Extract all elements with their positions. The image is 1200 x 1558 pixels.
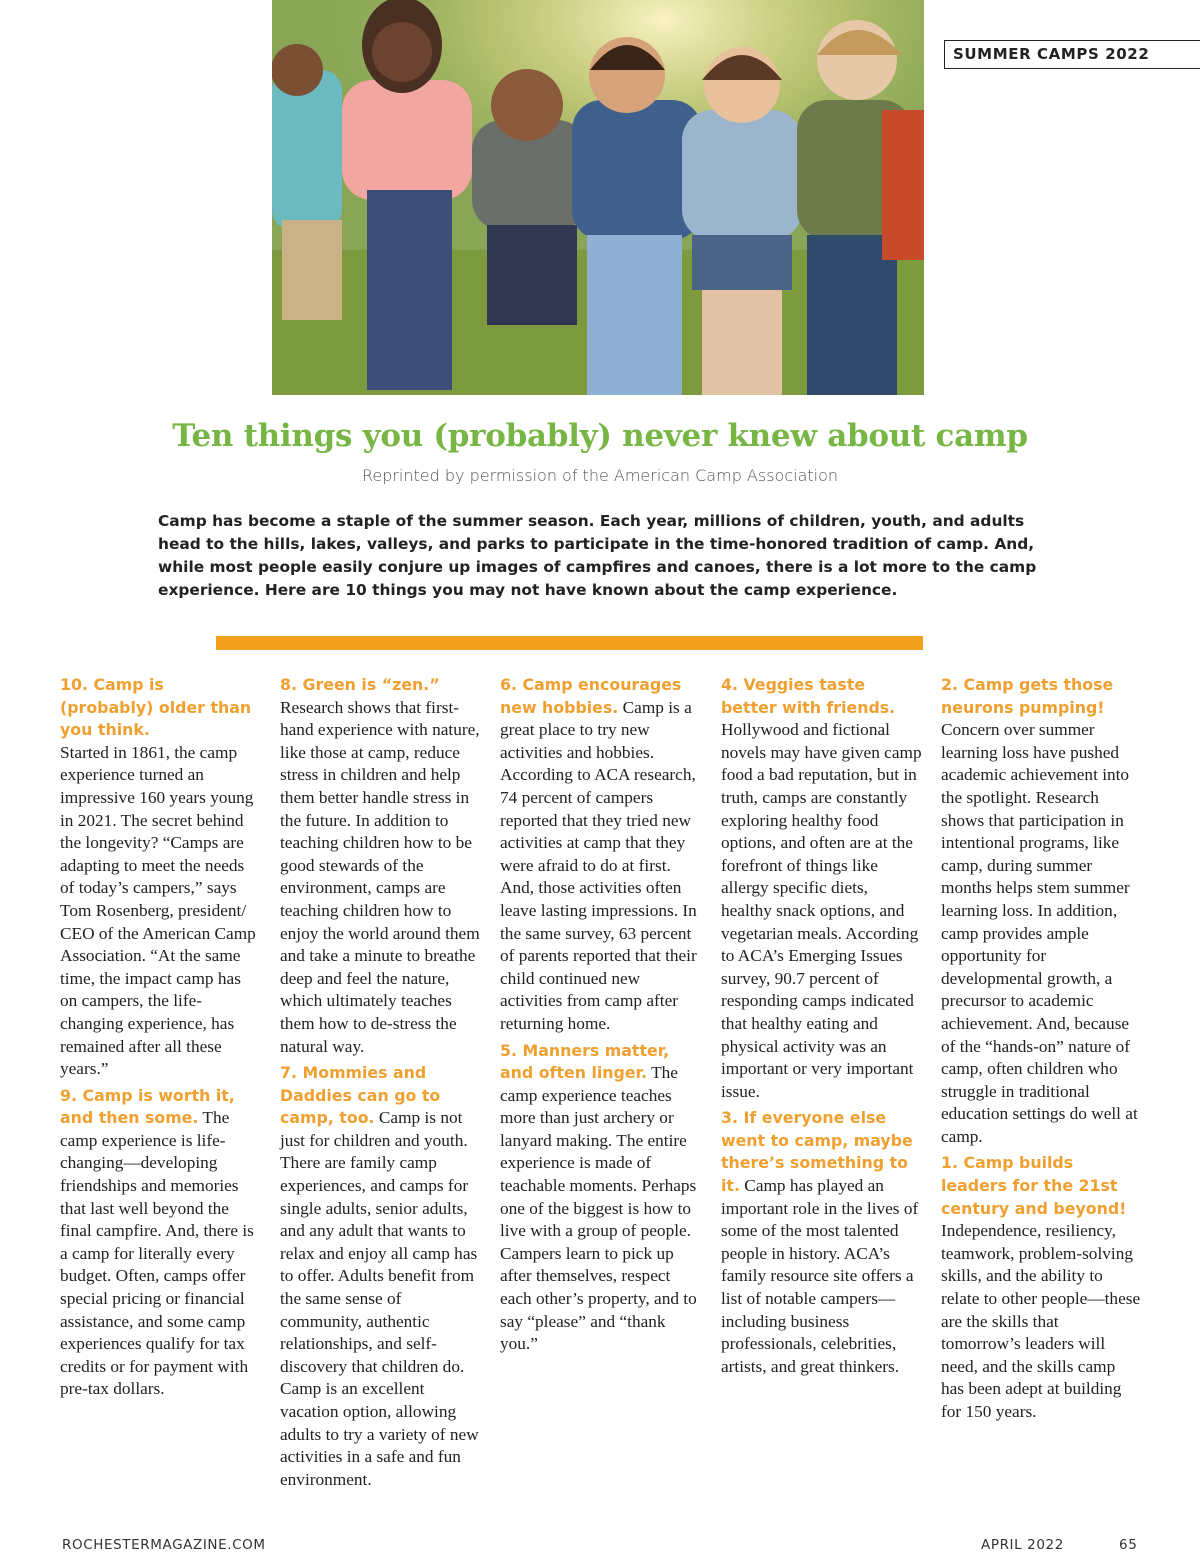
item-10 [60, 674, 262, 1081]
item-10-body: Started in 1861, the camp experience turned an impressive 160 years young in 2021. The secret behind the longevity? “Camps are adapting to meet the needs of today’s campers,” says Tom Rosenberg, president/ CEO of the American Camp Association. “At the same time, the impact camp has on campers, the life-changing experience, has remained after all these years.” [60, 742, 256, 1079]
item-4-body: Hollywood and fictional novels may have given camp food a bad reputation, but in truth, camps are constantly exploring healthy food options, and often are at the forefront of things like allergy specific diets, healthy snack options, and vegetarian meals. According to ACA’s Emerging Issues survey, 90.7 percent of responding camps indicated that healthy eating and physical activity was an important or very important issue. [721, 720, 922, 1101]
item-1-body: Independence, resiliency, teamwork, problem-solving skills, and the ability to relate to other people—these are the skills that tomorrow’s leaders will need, and the skills camp has been adept at building for 150 years. [941, 1221, 1141, 1421]
item-9 [60, 1085, 262, 1401]
footer-issue-date: APRIL 2022 [981, 1537, 1064, 1553]
item-9-title: 9. Camp is worth it, and then some. [60, 1085, 235, 1128]
footer-site-link[interactable]: ROCHESTERMAGAZINE.COM [62, 1537, 266, 1553]
column-3 [500, 674, 702, 1360]
column-5 [941, 674, 1141, 1428]
item-10-title: 10. Camp is (probably) older than you think. [60, 675, 252, 740]
item-8-body: Research shows that first-hand experience with nature, like those at camp, reduce stress in children and help them better handle stress in the future. In addition to teaching children how to be good stewards of the environment, camps are teaching children how to enjoy the world around them and take a minute to breathe deep and feel the nature, which ultimately teaches them how to de-stress the natural way. [280, 697, 480, 1056]
column-2 [280, 674, 482, 1495]
item-3-body: Camp has played an important role in the lives of some of the most talented people in history. ACA’s family resource site offers a list of notable campers—including business professionals, celebrities, artists, and great thinkers. [721, 1176, 919, 1376]
item-1-title: 1. Camp builds leaders for the 21st century and beyond! [941, 1153, 1127, 1218]
article-intro: Camp has become a staple of the summer season. Each year, millions of children, youth, and adults head to the hills, lakes, valleys, and parks to participate in the time-honored tradition of camp. And, while most people easily conjure up images of campfires and canoes, there is a lot more to the camp experience. Here are 10 things you may not have known about the camp experience. [158, 512, 1037, 599]
footer-page-number: 65 [1119, 1537, 1138, 1553]
item-8 [280, 674, 482, 1058]
item-6-title: 6. Camp encourages new hobbies. [500, 675, 682, 717]
item-6 [500, 674, 702, 1036]
item-5-body: The camp experience teaches more than just archery or lanyard making. The entire experience is made of teachable moments. Perhaps one of the biggest is how to live with a group of people. Campers learn to pick up after themselves, respect each other’s property, and to say “please” and “thank you.” [500, 1063, 697, 1354]
article-credit: Reprinted by permission of the American Camp Association [361, 466, 839, 485]
item-8-title: 8. Green is “zen.” [280, 675, 440, 694]
item-3 [721, 1107, 923, 1378]
item-5 [500, 1040, 702, 1356]
item-7-body: Camp is not just for children and youth. There are family camp experiences, and camps for single adults, senior adults, and any adult that wants to relax and enjoy all camp has to offer. Adults benefit from the same sense of community, authentic relationships, and self-discovery that children do. Camp is an excellent vacation option, allowing adults to try a variety of new activities in a safe and fun environment. [280, 1108, 479, 1489]
orange-divider [216, 636, 923, 650]
children-group-image [272, 0, 924, 395]
article-headline: Ten things you (probably) never knew about camp [172, 418, 1028, 454]
item-2-title: 2. Camp gets those neurons pumping! [941, 675, 1114, 717]
column-4 [721, 674, 923, 1382]
item-7-title: 7. Mommies and Daddies can go to camp, too. [280, 1063, 441, 1128]
item-4 [721, 674, 923, 1103]
item-6-body: Camp is a great place to try new activities and hobbies. According to ACA research, 74 percent of campers reported that they tried new activities at camp that they were afraid to do at first. And, those activities often leave lasting impressions. In the same survey, 63 percent of parents reported that their child continued new activities from camp after returning home. [500, 697, 697, 1033]
hero-photo [272, 0, 924, 395]
item-7 [280, 1062, 482, 1491]
item-1 [941, 1152, 1141, 1423]
item-9-body: The camp experience is life-changing—developing friendships and memories that last well beyond the final campfire. And, there is a camp for literally every budget. Often, camps offer special pricing or financial assistance, and some camp experiences qualify for tax credits or for payment with pre-tax dollars. [60, 1108, 254, 1399]
item-2 [941, 674, 1141, 1148]
column-1 [60, 674, 262, 1405]
item-2-body: Concern over summer learning loss have pushed academic achievement into the spotlight. Research shows that participation in intentional programs, like camp, during summer months helps stem summer learning loss. In addition, camp provides ample opportunity for developmental growth, a precursor to academic achievement. And, because of the “hands-on” nature of camp, often children who struggle in traditional education settings do well at camp. [941, 720, 1138, 1146]
item-5-title: 5. Manners matter, and often linger. [500, 1040, 670, 1083]
item-4-title: 4. Veggies taste better with friends. [721, 675, 896, 717]
item-3-title: 3. If everyone else went to camp, maybe there’s something to it. [721, 1108, 913, 1196]
section-tag: SUMMER CAMPS 2022 [944, 40, 1200, 69]
